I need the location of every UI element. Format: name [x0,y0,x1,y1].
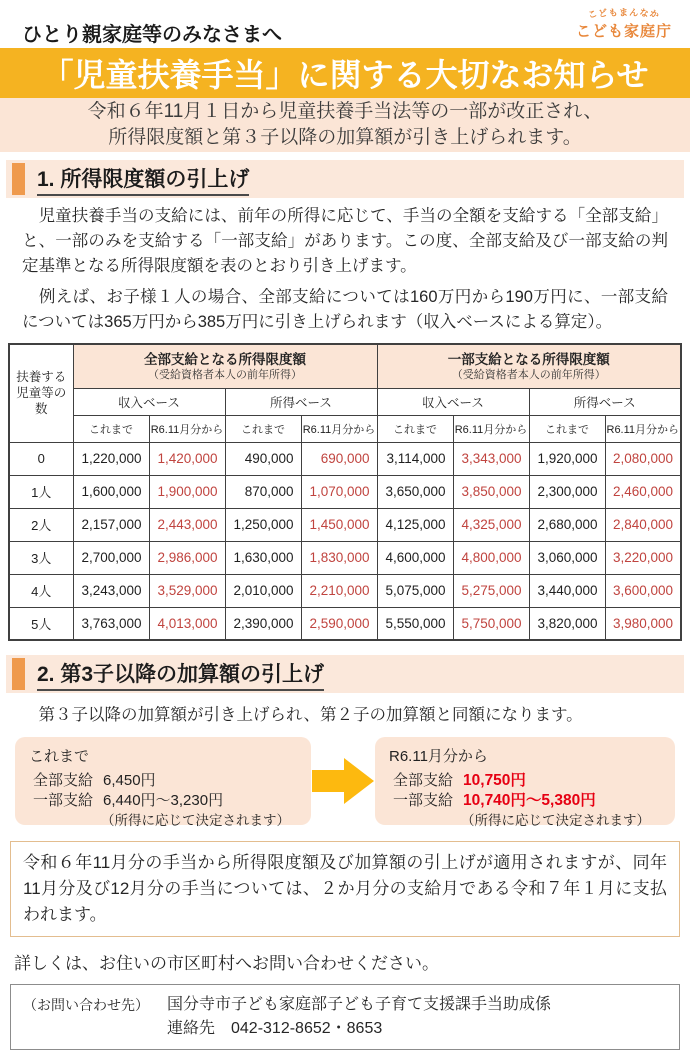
value-new: 3,850,000 [453,475,529,508]
logo-arc-char: も [608,7,620,19]
sub-banner-line1: 令和６年11月１日から児童扶養手当法等の一部が改正され、 [87,101,603,122]
base-header: 所得ベース [225,388,377,415]
arrow-wrap [311,756,375,806]
table-row [9,508,681,541]
value-new: 690,000 [301,442,377,475]
table-row [9,607,681,640]
value-old: 1,220,000 [73,442,149,475]
row-label: 0 [9,442,73,475]
section1-paragraph2: 例えば、お子様１人の場合、全部支給については160万円から190万円に、一部支給については365万円から385万円に引き上げられます（収入ベースによる算定）。 [22,288,668,331]
section1-paragraph1: 児童扶養手当の支給には、前年の所得に応じて、手当の全額を支給する「全部支給」と、一部のみを支給する「一部支給」があります。この度、全部支給及び一部支給の判定基準となる所得限度額を表のとおり引き上げます。 [22,207,668,275]
value-old: 1,250,000 [225,508,301,541]
value-new: 5,750,000 [453,607,529,640]
contact-label: （お問い合わせ先） [23,997,149,1013]
table-row [9,541,681,574]
before-full-line [29,771,301,791]
row-label: 3人 [9,541,73,574]
value-old: 3,243,000 [73,574,149,607]
value-new: 3,980,000 [605,607,681,640]
period-header: これまで [225,415,301,442]
logo-arc-char: か [648,7,662,21]
row-label: 1人 [9,475,73,508]
value-new: 1,420,000 [149,442,225,475]
page-title: 「児童扶養手当」に関する大切なお知らせ [41,57,649,93]
section2-title: 2. 第3子以降の加算額の引上げ [37,658,324,691]
audience-line: ひとり親家庭等のみなさまへ [22,24,282,46]
value-old: 2,680,000 [529,508,605,541]
logo-arc-char: ど [597,7,610,20]
logo-arc-text [576,7,672,24]
after-full-label: 全部支給 [393,772,454,789]
group-subtitle: （受給資格者本人の前年所得） [148,368,302,381]
period-header: R6.11月分から [453,415,529,442]
value-old: 3,650,000 [377,475,453,508]
group-header-partial-payment [377,344,681,388]
value-new: 4,325,000 [453,508,529,541]
value-new: 1,450,000 [301,508,377,541]
before-box [15,737,311,828]
after-box [375,737,675,828]
after-partial-label: 一部支給 [393,792,454,809]
section1-heading-band [6,160,684,198]
logo-name: こども家庭庁 [575,23,672,40]
contact-office: 国分寺市子ども家庭部子ども子育て支援課手当助成係 [167,996,552,1013]
after-box-title: R6.11月分から [389,748,488,765]
value-new: 3,220,000 [605,541,681,574]
table-row [9,442,681,475]
contact-details [153,993,551,1041]
section2-heading-band [6,655,684,693]
period-header: これまで [377,415,453,442]
value-new: 2,080,000 [605,442,681,475]
value-new: 4,800,000 [453,541,529,574]
value-new: 1,830,000 [301,541,377,574]
before-partial-value: 6,440円～3,230円 [103,792,224,809]
period-header: R6.11月分から [301,415,377,442]
row-label: 5人 [9,607,73,640]
agency-logo [575,7,676,41]
period-header: これまで [529,415,605,442]
value-old: 4,600,000 [377,541,453,574]
value-old: 2,300,000 [529,475,605,508]
value-new: 2,443,000 [149,508,225,541]
table-row [9,475,681,508]
before-box-note: （所得に応じて決定されます） [101,813,290,828]
group-header-full-payment [73,344,377,388]
logo-arc-char: な [638,7,651,20]
value-old: 5,550,000 [377,607,453,640]
base-header: 収入ベース [377,388,529,415]
value-old: 5,075,000 [377,574,453,607]
after-partial-value: 10,740円～5,380円 [463,792,596,809]
value-new: 4,013,000 [149,607,225,640]
income-limit-table [8,343,682,641]
value-old: 2,157,000 [73,508,149,541]
value-new: 2,590,000 [301,607,377,640]
logo-arc-char: ん [628,7,640,19]
value-new: 2,460,000 [605,475,681,508]
sub-banner [0,98,690,152]
after-box-note: （所得に応じて決定されます） [461,813,650,828]
group-subtitle: （受給資格者本人の前年所得） [451,368,606,381]
value-old: 1,630,000 [225,541,301,574]
value-new: 3,529,000 [149,574,225,607]
value-old: 3,060,000 [529,541,605,574]
period-header: これまで [73,415,149,442]
row-label: 4人 [9,574,73,607]
after-full-line [389,771,665,791]
value-new: 1,070,000 [301,475,377,508]
payment-notice-box: 令和６年11月分の手当から所得限度額及び加算額の引上げが適用されますが、同年11月分及び12月分の手当については、２か月分の支給月である令和７年１月に支払われます。 [10,841,680,937]
group-title: 一部支給となる所得限度額 [447,351,610,367]
table-row [9,574,681,607]
base-header: 収入ベース [73,388,225,415]
value-old: 1,920,000 [529,442,605,475]
right-arrow-icon [312,756,374,806]
top-bar [0,0,690,48]
after-full-value: 10,750円 [463,772,526,789]
value-old: 490,000 [225,442,301,475]
value-old: 4,125,000 [377,508,453,541]
table-corner-header: 扶養する児童等の数 [9,344,73,442]
value-new: 2,986,000 [149,541,225,574]
contact-phone: 連絡先 042-312-8652・8653 [167,1020,383,1037]
sub-banner-line2: 所得限度額と第３子以降の加算額が引き上げられます。 [108,127,582,148]
after-partial-line [389,791,665,811]
value-new: 5,275,000 [453,574,529,607]
value-old: 2,700,000 [73,541,149,574]
value-old: 3,820,000 [529,607,605,640]
income-limit-table-body [9,442,681,640]
section1-accent-bar [12,163,25,195]
section2-lead: 第３子以降の加算額が引き上げられ、第２子の加算額と同額になります。 [22,706,583,724]
value-old: 2,010,000 [225,574,301,607]
group-title: 全部支給となる所得限度額 [144,351,306,367]
value-new: 2,840,000 [605,508,681,541]
logo-arc-char: ま [618,7,629,18]
value-new: 3,343,000 [453,442,529,475]
section1-title: 1. 所得限度額の引上げ [37,163,249,196]
value-new: 2,210,000 [301,574,377,607]
section2-accent-bar [12,658,25,690]
value-old: 2,390,000 [225,607,301,640]
before-partial-label: 一部支給 [33,792,94,809]
contact-box [10,984,680,1050]
before-partial-line [29,791,301,811]
value-old: 1,600,000 [73,475,149,508]
row-label: 2人 [9,508,73,541]
value-old: 3,763,000 [73,607,149,640]
period-header: R6.11月分から [605,415,681,442]
value-old: 870,000 [225,475,301,508]
value-new: 1,900,000 [149,475,225,508]
title-banner [0,48,690,98]
before-box-title: これまで [29,748,90,765]
closing-line: 詳しくは、お住いの市区町村へお問い合わせください。 [14,954,439,973]
base-header: 所得ベース [529,388,681,415]
value-new: 3,600,000 [605,574,681,607]
logo-arc-char: こ [586,7,600,21]
value-old: 3,440,000 [529,574,605,607]
comparison-row [15,737,675,828]
value-old: 3,114,000 [377,442,453,475]
before-full-label: 全部支給 [33,772,94,789]
before-full-value: 6,450円 [103,772,156,789]
period-header: R6.11月分から [149,415,225,442]
